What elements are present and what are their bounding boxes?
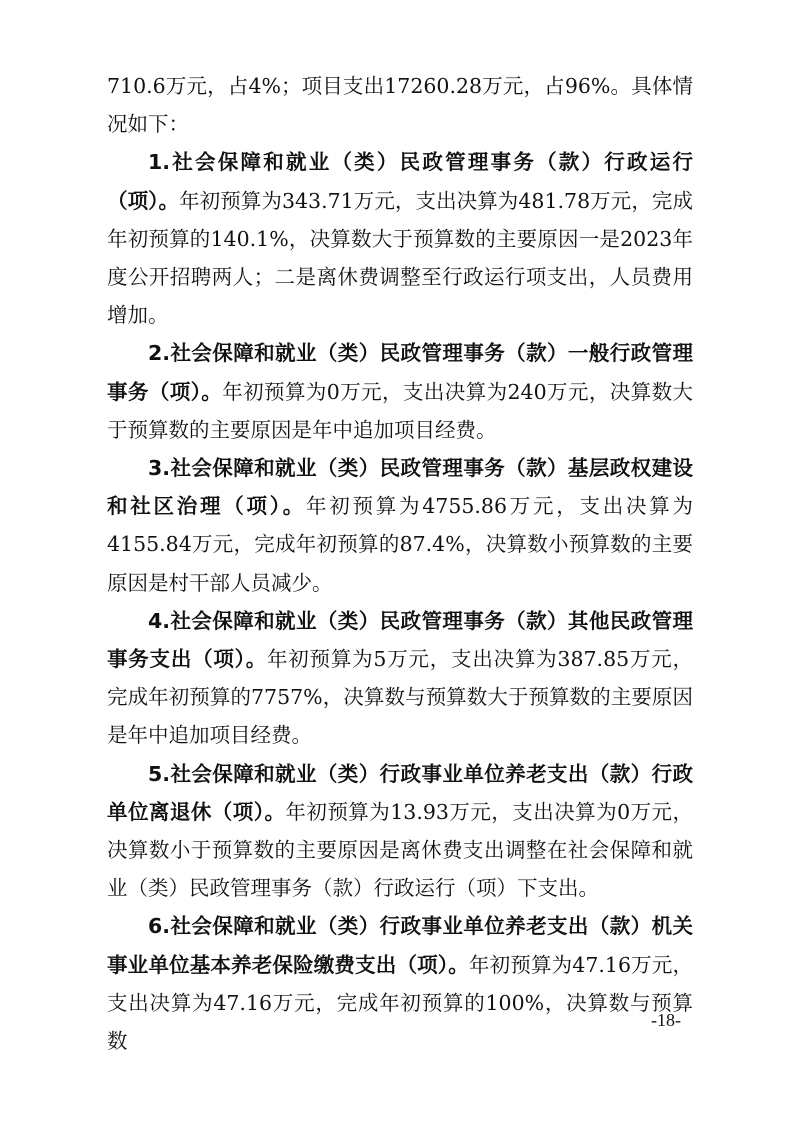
item-heading-3: 3.社会保障和就业（类）民政管理事务（款）基层政权建设和社区治理（项）。 [107, 456, 693, 519]
item-heading-6: 6.社会保障和就业（类）行政事业单位养老支出（款）机关事业单位基本养老保险缴费支出（项）。 [107, 914, 693, 977]
item-heading-5: 5.社会保障和就业（类）行政事业单位养老支出（款）行政单位离退休（项）。 [107, 761, 693, 824]
item-paragraph-4 [107, 602, 693, 755]
item-body-1: 年初预算为343.71万元，支出决算为481.78万元，完成年初预算的140.1%，决算数大于预算数的主要原因一是2023年度公开招聘两人；二是离休费调整至行政运行项支出，人员费用增加。 [107, 188, 693, 328]
item-paragraph-1 [107, 143, 693, 334]
item-body-3: 年初预算为4755.86万元，支出决算为4155.84万元，完成年初预算的87.4%，决算数小预算数的主要原因是村干部人员减少。 [107, 494, 694, 595]
page-number: -18- [651, 1010, 681, 1030]
page-body [107, 67, 693, 1060]
item-paragraph-6 [107, 907, 693, 1060]
item-body-5: 年初预算为13.93万元，支出决算为0万元，决算数小于预算数的主要原因是离休费支出调整在社会保障和就业（类）民政管理事务（款）行政运行（项）下支出。 [107, 799, 694, 901]
intro-text: 710.6万元，占4%；项目支出17260.28万元，占96%。具体情况如下： [107, 74, 693, 137]
item-heading-4: 4.社会保障和就业（类）民政管理事务（款）其他民政管理事务支出（项）。 [107, 608, 693, 672]
item-body-6: 年初预算为47.16万元，支出决算为47.16万元，完成年初预算的100%，决算数与预算数 [107, 952, 694, 1054]
item-paragraph-3 [107, 449, 693, 602]
item-heading-2: 2.社会保障和就业（类）民政管理事务（款）一般行政管理事务（项）。 [107, 341, 693, 404]
intro-paragraph [107, 67, 693, 143]
item-paragraph-2 [107, 334, 693, 449]
item-body-2: 年初预算为0万元，支出决算为240万元，决算数大于预算数的主要原因是年中追加项目经费。 [107, 379, 694, 442]
item-heading-1: 1.社会保障和就业（类）民政管理事务（款）行政运行（项）。 [107, 150, 693, 213]
item-paragraph-5 [107, 755, 693, 908]
item-body-4: 年初预算为5万元，支出决算为387.85万元，完成年初预算的7757%，决算数与预算数大于预算数的主要原因是年中追加项目经费。 [107, 647, 693, 748]
